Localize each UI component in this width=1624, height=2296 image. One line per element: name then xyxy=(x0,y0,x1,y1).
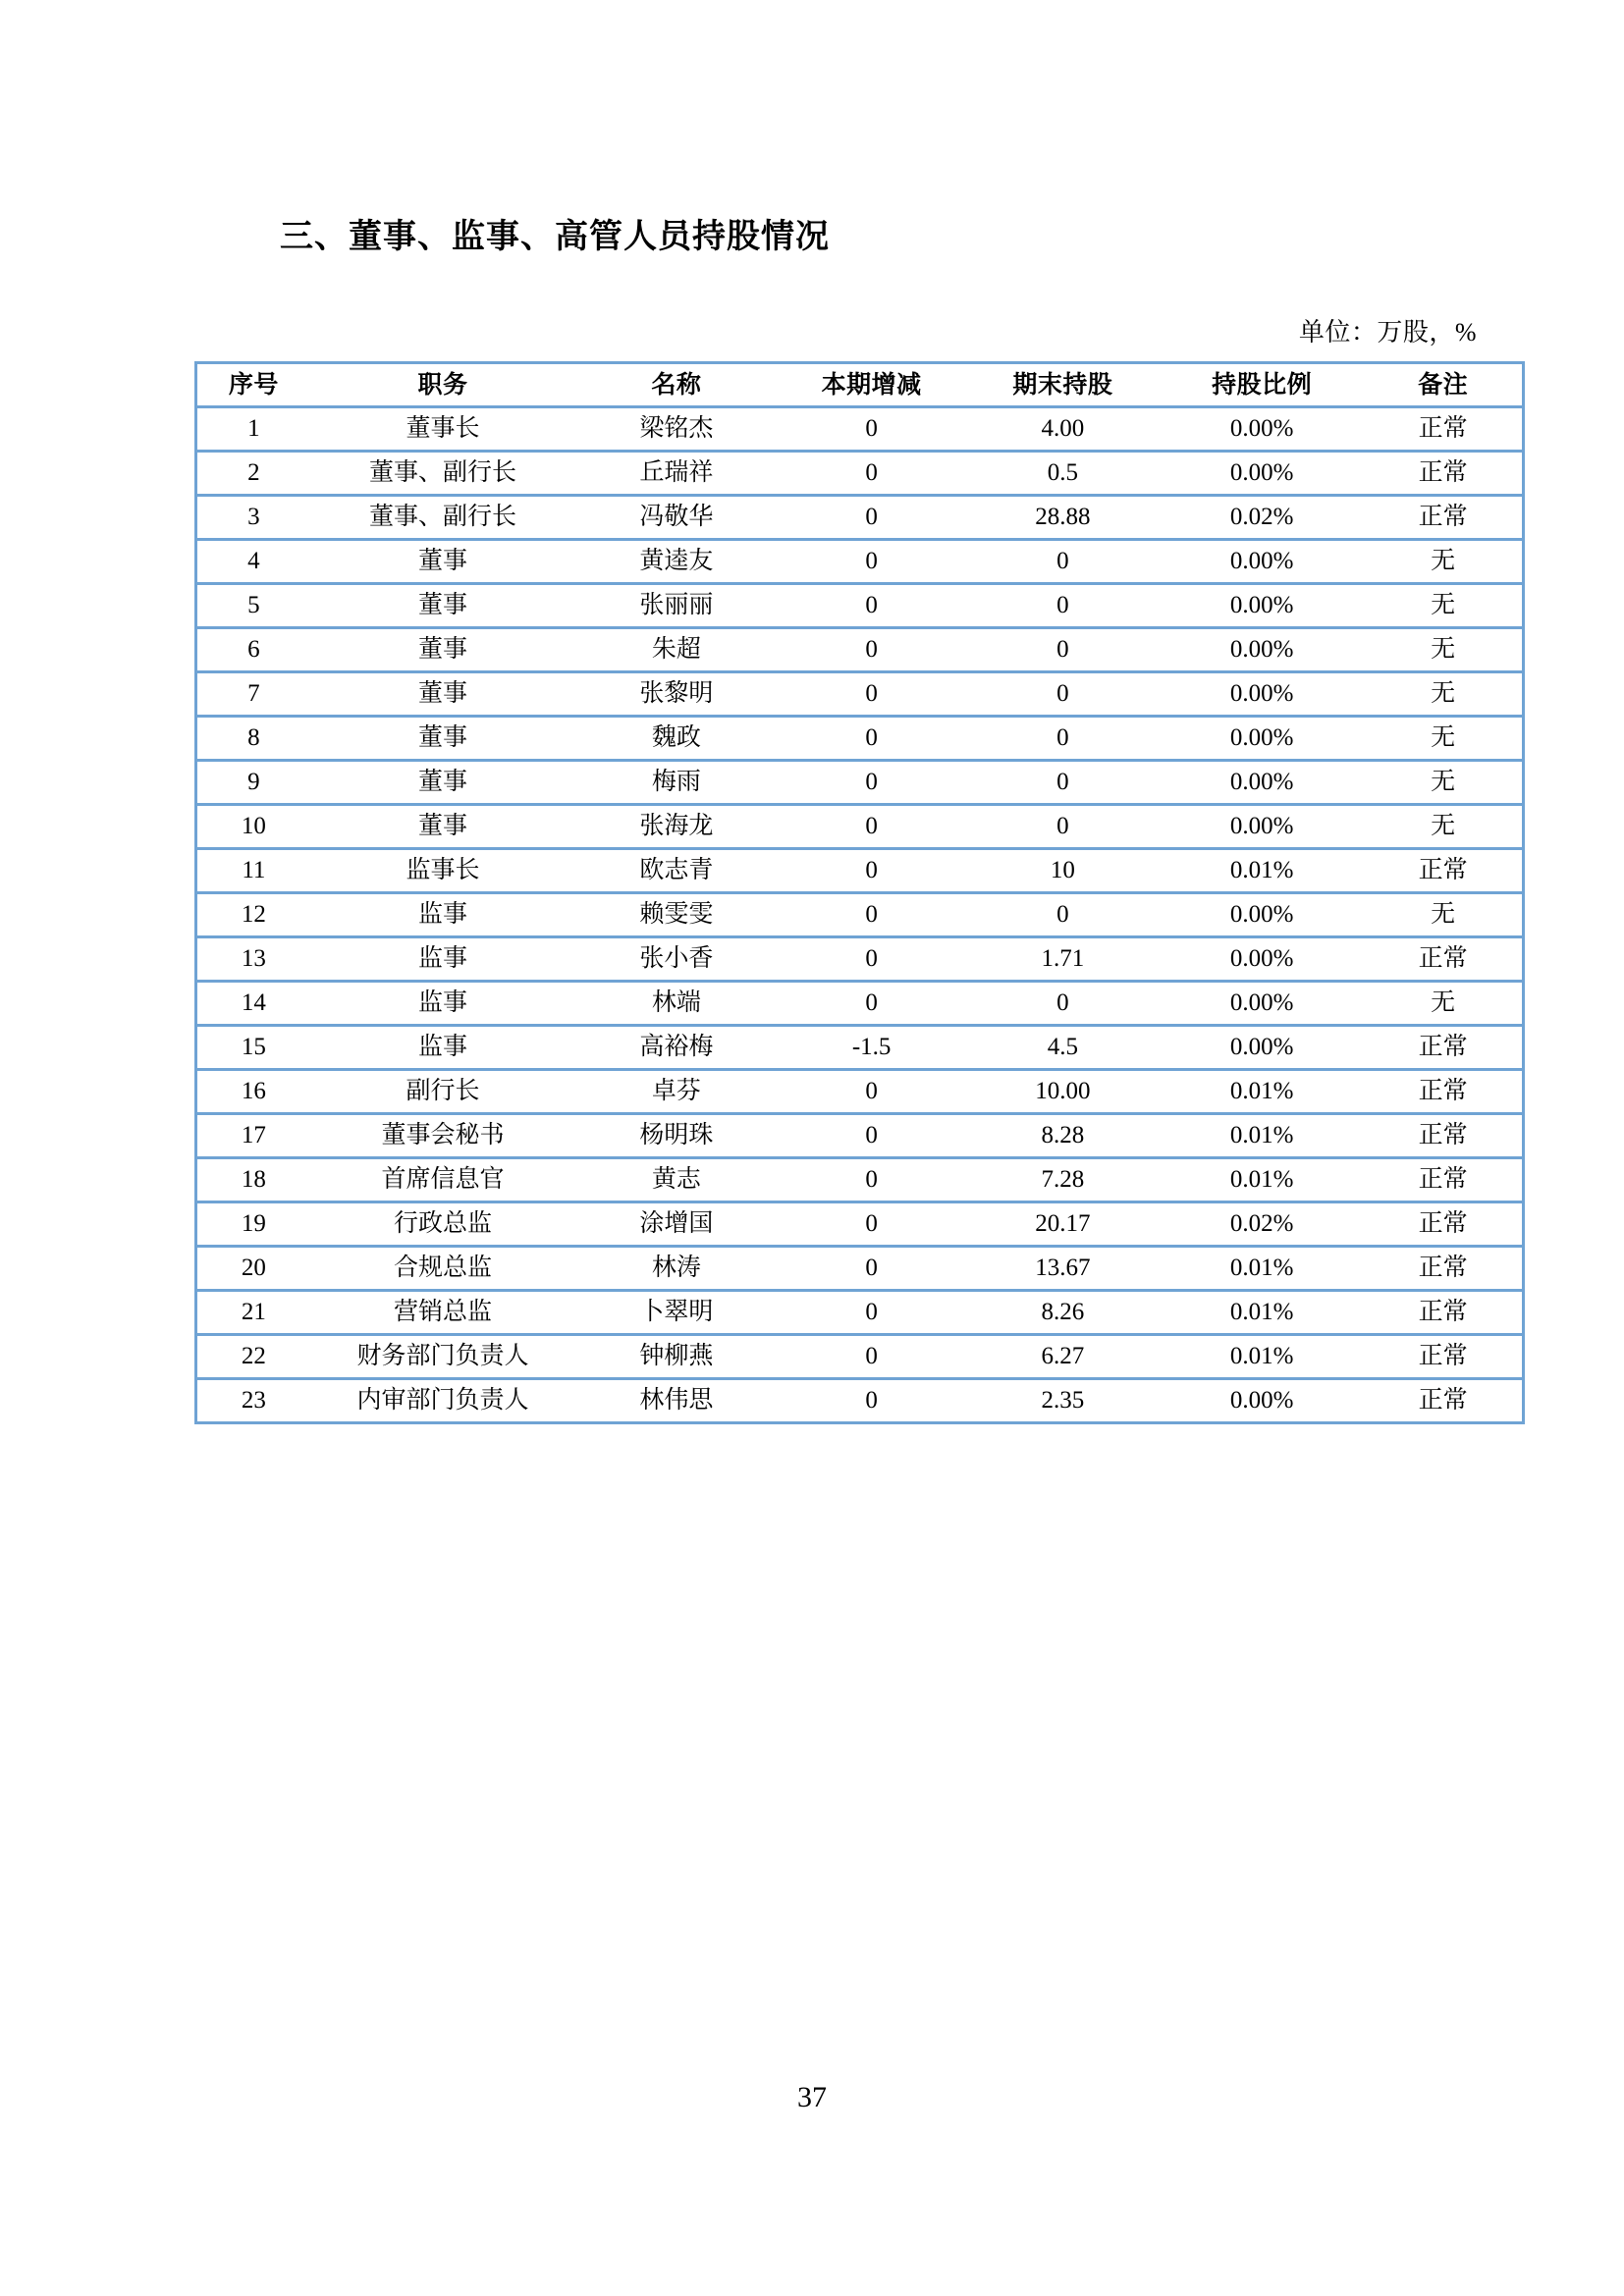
cell-ratio: 0.00% xyxy=(1160,584,1364,628)
cell-name: 张小香 xyxy=(575,937,778,982)
cell-ratio: 0.00% xyxy=(1160,1026,1364,1070)
cell-post: 董事、副行长 xyxy=(310,496,575,540)
table-row xyxy=(196,805,1524,849)
cell-post: 董事 xyxy=(310,805,575,849)
cell-seq: 8 xyxy=(196,717,310,761)
cell-post: 监事 xyxy=(310,982,575,1026)
cell-seq: 4 xyxy=(196,540,310,584)
cell-name: 黄逵友 xyxy=(575,540,778,584)
cell-name: 卓芬 xyxy=(575,1070,778,1114)
cell-note: 正常 xyxy=(1364,1335,1523,1379)
cell-end: 20.17 xyxy=(966,1202,1160,1247)
cell-post: 内审部门负责人 xyxy=(310,1379,575,1423)
cell-chg: 0 xyxy=(778,982,966,1026)
cell-ratio: 0.01% xyxy=(1160,849,1364,893)
cell-ratio: 0.01% xyxy=(1160,1114,1364,1158)
cell-chg: 0 xyxy=(778,849,966,893)
cell-chg: 0 xyxy=(778,452,966,496)
cell-post: 监事 xyxy=(310,1026,575,1070)
cell-end: 0 xyxy=(966,672,1160,717)
cell-note: 正常 xyxy=(1364,1026,1523,1070)
cell-ratio: 0.00% xyxy=(1160,407,1364,452)
cell-post: 行政总监 xyxy=(310,1202,575,1247)
cell-ratio: 0.02% xyxy=(1160,1202,1364,1247)
cell-chg: 0 xyxy=(778,1070,966,1114)
table-row xyxy=(196,893,1524,937)
unit-caption: 单位：万股，% xyxy=(1298,318,1477,347)
cell-end: 4.5 xyxy=(966,1026,1160,1070)
cell-name: 冯敬华 xyxy=(575,496,778,540)
cell-ratio: 0.02% xyxy=(1160,496,1364,540)
cell-end: 0.5 xyxy=(966,452,1160,496)
cell-name: 卜翠明 xyxy=(575,1291,778,1335)
cell-post: 董事、副行长 xyxy=(310,452,575,496)
cell-seq: 20 xyxy=(196,1247,310,1291)
cell-end: 0 xyxy=(966,584,1160,628)
cell-seq: 19 xyxy=(196,1202,310,1247)
cell-note: 正常 xyxy=(1364,1202,1523,1247)
table-row xyxy=(196,937,1524,982)
table-row xyxy=(196,1291,1524,1335)
column-header-seq: 序号 xyxy=(196,363,310,407)
cell-seq: 1 xyxy=(196,407,310,452)
cell-name: 高裕梅 xyxy=(575,1026,778,1070)
cell-seq: 9 xyxy=(196,761,310,805)
table-row xyxy=(196,1247,1524,1291)
cell-chg: 0 xyxy=(778,1202,966,1247)
cell-post: 副行长 xyxy=(310,1070,575,1114)
cell-seq: 21 xyxy=(196,1291,310,1335)
cell-post: 监事长 xyxy=(310,849,575,893)
cell-seq: 18 xyxy=(196,1158,310,1202)
cell-note: 无 xyxy=(1364,893,1523,937)
cell-post: 财务部门负责人 xyxy=(310,1335,575,1379)
table-row xyxy=(196,761,1524,805)
cell-note: 无 xyxy=(1364,717,1523,761)
cell-post: 首席信息官 xyxy=(310,1158,575,1202)
cell-end: 13.67 xyxy=(966,1247,1160,1291)
table-row xyxy=(196,717,1524,761)
cell-note: 无 xyxy=(1364,982,1523,1026)
table-row xyxy=(196,407,1524,452)
cell-ratio: 0.01% xyxy=(1160,1335,1364,1379)
column-header-post: 职务 xyxy=(310,363,575,407)
cell-end: 0 xyxy=(966,717,1160,761)
cell-post: 董事 xyxy=(310,584,575,628)
table-header xyxy=(196,363,1524,407)
column-header-chg: 本期增减 xyxy=(778,363,966,407)
cell-end: 1.71 xyxy=(966,937,1160,982)
cell-chg: 0 xyxy=(778,805,966,849)
cell-end: 8.26 xyxy=(966,1291,1160,1335)
table-row xyxy=(196,1070,1524,1114)
page-title: 三、董事、监事、高管人员持股情况 xyxy=(280,217,830,257)
cell-end: 0 xyxy=(966,893,1160,937)
cell-end: 0 xyxy=(966,761,1160,805)
table-row xyxy=(196,1026,1524,1070)
cell-note: 正常 xyxy=(1364,1379,1523,1423)
cell-end: 0 xyxy=(966,628,1160,672)
cell-chg: 0 xyxy=(778,937,966,982)
cell-chg: 0 xyxy=(778,893,966,937)
cell-post: 董事会秘书 xyxy=(310,1114,575,1158)
cell-note: 无 xyxy=(1364,761,1523,805)
cell-note: 无 xyxy=(1364,540,1523,584)
cell-ratio: 0.00% xyxy=(1160,893,1364,937)
cell-name: 张黎明 xyxy=(575,672,778,717)
cell-note: 正常 xyxy=(1364,496,1523,540)
cell-seq: 22 xyxy=(196,1335,310,1379)
cell-ratio: 0.00% xyxy=(1160,982,1364,1026)
cell-end: 8.28 xyxy=(966,1114,1160,1158)
table-row xyxy=(196,1202,1524,1247)
cell-name: 朱超 xyxy=(575,628,778,672)
holdings-table-container xyxy=(194,361,1525,1424)
table-body xyxy=(196,407,1524,1423)
cell-note: 正常 xyxy=(1364,1158,1523,1202)
cell-end: 7.28 xyxy=(966,1158,1160,1202)
cell-name: 张丽丽 xyxy=(575,584,778,628)
cell-note: 正常 xyxy=(1364,1070,1523,1114)
cell-note: 正常 xyxy=(1364,452,1523,496)
cell-chg: 0 xyxy=(778,584,966,628)
cell-chg: 0 xyxy=(778,1247,966,1291)
cell-note: 无 xyxy=(1364,672,1523,717)
table-row xyxy=(196,1379,1524,1423)
cell-name: 赖雯雯 xyxy=(575,893,778,937)
cell-end: 10 xyxy=(966,849,1160,893)
table-row xyxy=(196,1114,1524,1158)
table-row xyxy=(196,1335,1524,1379)
cell-name: 黄志 xyxy=(575,1158,778,1202)
cell-ratio: 0.00% xyxy=(1160,452,1364,496)
column-header-name: 名称 xyxy=(575,363,778,407)
column-header-note: 备注 xyxy=(1364,363,1523,407)
cell-chg: 0 xyxy=(778,1158,966,1202)
table-row xyxy=(196,584,1524,628)
table-row xyxy=(196,672,1524,717)
cell-ratio: 0.00% xyxy=(1160,540,1364,584)
page-number: 37 xyxy=(797,2081,827,2113)
table-row xyxy=(196,496,1524,540)
cell-note: 无 xyxy=(1364,805,1523,849)
cell-end: 2.35 xyxy=(966,1379,1160,1423)
cell-chg: 0 xyxy=(778,1379,966,1423)
cell-name: 林伟思 xyxy=(575,1379,778,1423)
holdings-table xyxy=(194,361,1525,1424)
cell-seq: 14 xyxy=(196,982,310,1026)
cell-ratio: 0.00% xyxy=(1160,628,1364,672)
cell-post: 董事 xyxy=(310,761,575,805)
cell-seq: 11 xyxy=(196,849,310,893)
cell-chg: 0 xyxy=(778,628,966,672)
cell-ratio: 0.01% xyxy=(1160,1070,1364,1114)
cell-ratio: 0.01% xyxy=(1160,1247,1364,1291)
cell-seq: 2 xyxy=(196,452,310,496)
cell-ratio: 0.00% xyxy=(1160,1379,1364,1423)
cell-note: 正常 xyxy=(1364,407,1523,452)
cell-post: 董事 xyxy=(310,672,575,717)
cell-end: 0 xyxy=(966,805,1160,849)
cell-ratio: 0.00% xyxy=(1160,761,1364,805)
cell-seq: 13 xyxy=(196,937,310,982)
cell-note: 正常 xyxy=(1364,1247,1523,1291)
cell-post: 合规总监 xyxy=(310,1247,575,1291)
cell-seq: 5 xyxy=(196,584,310,628)
cell-note: 无 xyxy=(1364,628,1523,672)
cell-ratio: 0.01% xyxy=(1160,1158,1364,1202)
cell-chg: 0 xyxy=(778,1335,966,1379)
cell-seq: 7 xyxy=(196,672,310,717)
cell-name: 杨明珠 xyxy=(575,1114,778,1158)
cell-post: 营销总监 xyxy=(310,1291,575,1335)
cell-post: 董事长 xyxy=(310,407,575,452)
cell-name: 林端 xyxy=(575,982,778,1026)
table-row xyxy=(196,540,1524,584)
cell-name: 欧志青 xyxy=(575,849,778,893)
cell-chg: 0 xyxy=(778,1114,966,1158)
cell-seq: 12 xyxy=(196,893,310,937)
cell-name: 林涛 xyxy=(575,1247,778,1291)
cell-seq: 6 xyxy=(196,628,310,672)
cell-seq: 23 xyxy=(196,1379,310,1423)
cell-note: 正常 xyxy=(1364,849,1523,893)
table-row xyxy=(196,628,1524,672)
cell-chg: 0 xyxy=(778,407,966,452)
cell-name: 梅雨 xyxy=(575,761,778,805)
cell-chg: -1.5 xyxy=(778,1026,966,1070)
cell-seq: 16 xyxy=(196,1070,310,1114)
table-row xyxy=(196,982,1524,1026)
cell-end: 0 xyxy=(966,540,1160,584)
cell-end: 4.00 xyxy=(966,407,1160,452)
cell-seq: 3 xyxy=(196,496,310,540)
cell-post: 董事 xyxy=(310,717,575,761)
table-row xyxy=(196,452,1524,496)
table-header-row xyxy=(196,363,1524,407)
cell-note: 正常 xyxy=(1364,937,1523,982)
cell-ratio: 0.00% xyxy=(1160,805,1364,849)
cell-post: 董事 xyxy=(310,540,575,584)
cell-post: 监事 xyxy=(310,893,575,937)
cell-name: 魏政 xyxy=(575,717,778,761)
cell-note: 正常 xyxy=(1364,1114,1523,1158)
cell-end: 28.88 xyxy=(966,496,1160,540)
cell-chg: 0 xyxy=(778,496,966,540)
cell-chg: 0 xyxy=(778,672,966,717)
cell-name: 丘瑞祥 xyxy=(575,452,778,496)
cell-seq: 15 xyxy=(196,1026,310,1070)
cell-post: 监事 xyxy=(310,937,575,982)
cell-note: 无 xyxy=(1364,584,1523,628)
cell-name: 涂增国 xyxy=(575,1202,778,1247)
cell-name: 钟柳燕 xyxy=(575,1335,778,1379)
column-header-ratio: 持股比例 xyxy=(1160,363,1364,407)
cell-seq: 17 xyxy=(196,1114,310,1158)
cell-name: 张海龙 xyxy=(575,805,778,849)
column-header-end: 期末持股 xyxy=(966,363,1160,407)
cell-ratio: 0.01% xyxy=(1160,1291,1364,1335)
cell-seq: 10 xyxy=(196,805,310,849)
cell-chg: 0 xyxy=(778,761,966,805)
cell-chg: 0 xyxy=(778,717,966,761)
cell-end: 6.27 xyxy=(966,1335,1160,1379)
cell-name: 梁铭杰 xyxy=(575,407,778,452)
cell-chg: 0 xyxy=(778,1291,966,1335)
cell-ratio: 0.00% xyxy=(1160,672,1364,717)
cell-chg: 0 xyxy=(778,540,966,584)
cell-ratio: 0.00% xyxy=(1160,937,1364,982)
cell-note: 正常 xyxy=(1364,1291,1523,1335)
table-row xyxy=(196,1158,1524,1202)
cell-end: 0 xyxy=(966,982,1160,1026)
cell-ratio: 0.00% xyxy=(1160,717,1364,761)
table-row xyxy=(196,849,1524,893)
cell-end: 10.00 xyxy=(966,1070,1160,1114)
cell-post: 董事 xyxy=(310,628,575,672)
